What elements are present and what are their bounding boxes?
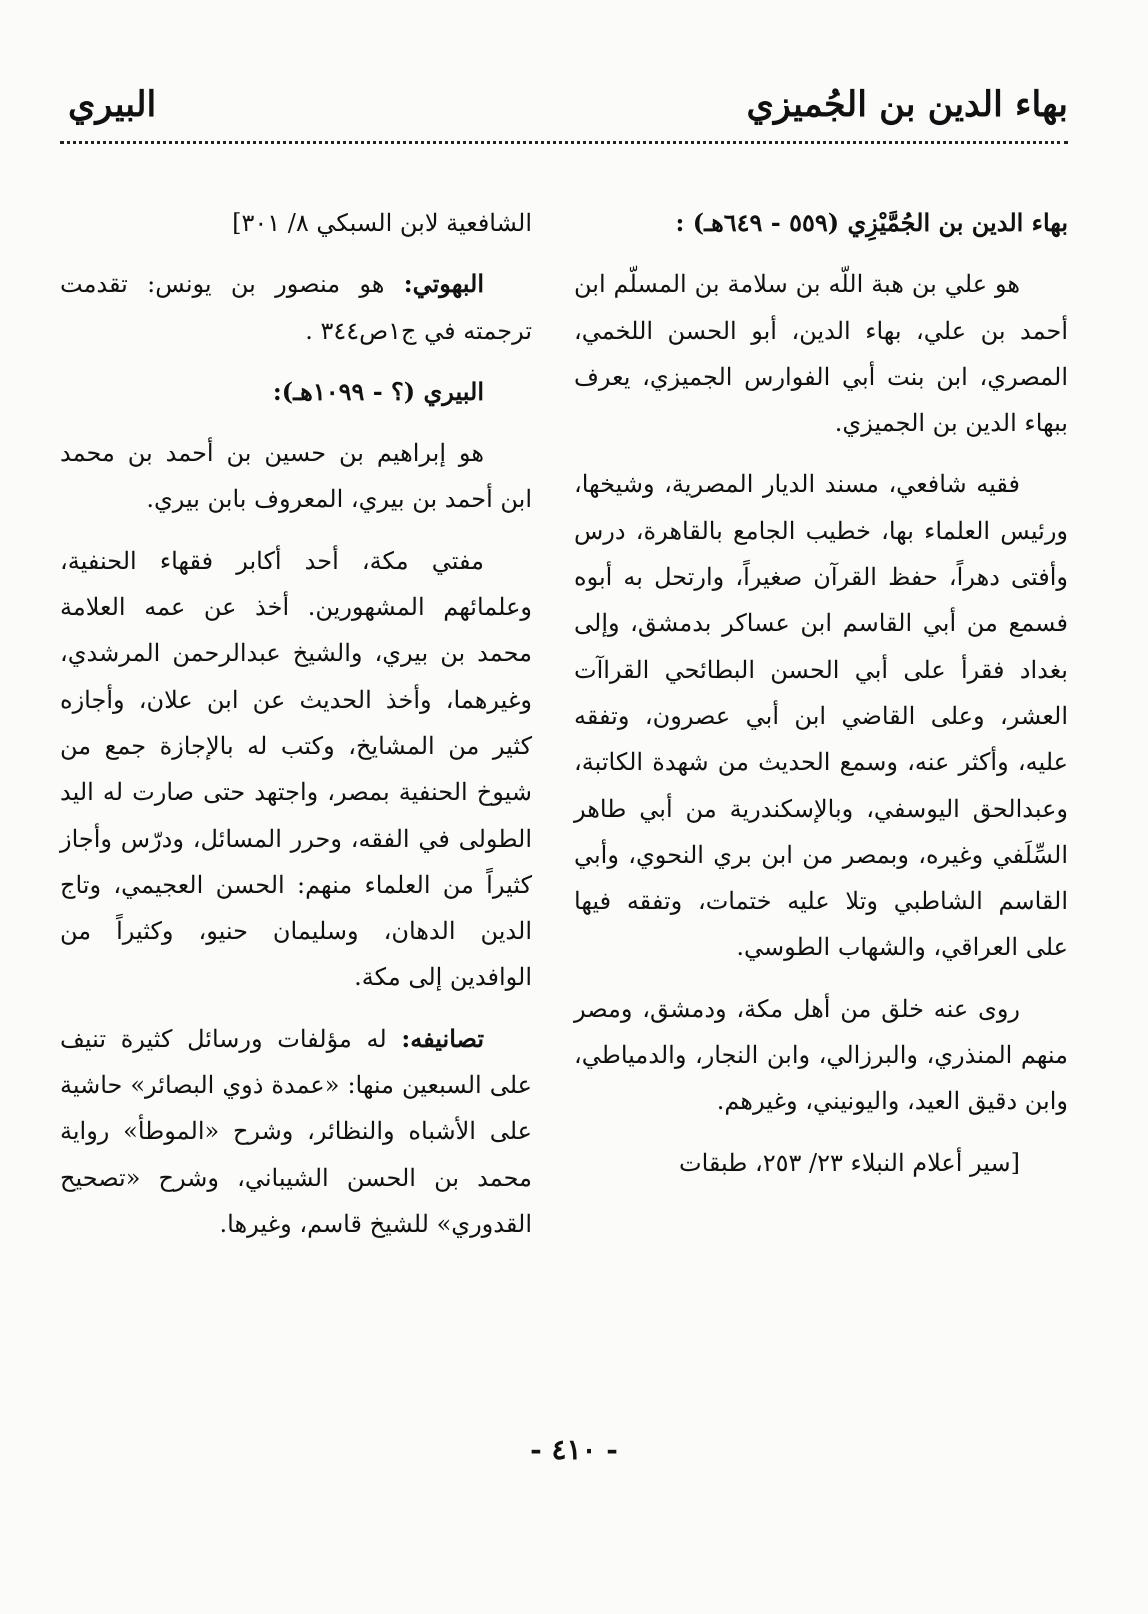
cross-reference-text: هو منصور بن يونس: تقدمت ترجمته في ج١ص٣٤٤ .: [60, 270, 532, 345]
paragraph: هو علي بن هبة اللّه بن سلامة بن المسلّم ابن أحمد بن علي، بهاء الدين، أبو الحسن اللخمي، المصري، ابن بنت أبي الفوارس الجميزي، يعرف ببهاء الدين بن الجميزي.: [574, 270, 1068, 438]
sources-reference: [سير أعلام النبلاء ٢٣/ ٢٥٣، طبقات: [678, 1148, 1020, 1177]
paragraph: مفتي مكة، أحد أكابر فقهاء الحنفية، وعلمائهم المشهورين. أخذ عن عمه العلامة محمد بن بيري، والشيخ عبدالرحمن المرشدي، وغيرهما، وأخذ الحديث عن ابن علان، وأجازه كثير من المشايخ، وكتب له بالإجازة جمع من شيوخ الحنفية بمصر، واجتهد حتى صارت له اليد الطولى في الفقه، وحرر المسائل، ودرّس وأجاز كثيراً من العلماء منهم: الحسن العجيمي، وتاج الدين الدهان، وسليمان حنيو، وكثيراً من الوافدين إلى مكة.: [60, 546, 532, 992]
header-dotted-rule: [60, 141, 1068, 144]
entry-name-buhuti: البهوتي:: [403, 269, 484, 299]
entry-title-ibn-jummayzi: بهاء الدين بن الجُمَّيْزِي (٥٥٩ - ٦٤٩هـ) :: [675, 208, 1068, 237]
entry-title-biri: البيري (؟ - ١٠٩٩هـ):: [272, 376, 484, 406]
works-paragraph: [60, 1016, 532, 1247]
cross-reference-entry: [60, 261, 532, 354]
sources-reference-continued: الشافعية لابن السبكي ٨/ ٣٠١]: [232, 209, 532, 237]
paragraph: روى عنه خلق من أهل مكة، ودمشق، ومصر منهم المنذري، والبرزالي، وابن النجار، والدمياطي، وابن دقيق العيد، واليونيني، وغيرهم.: [574, 994, 1068, 1116]
works-label: تصانيفه:: [401, 1023, 484, 1053]
works-text: له مؤلفات ورسائل كثيرة تنيف على السبعين منها: «عمدة ذوي البصائر» حاشية على الأشباه والنظائر، وشرح «الموطأ» رواية محمد بن الحسن الشيباني، وشرح «تصحيح القدوري» للشيخ قاسم، وغيرها.: [60, 1024, 532, 1238]
right-column: [574, 200, 1068, 1186]
running-header-left: البيري: [68, 84, 157, 125]
running-header-right: بهاء الدين بن الجُميزي: [746, 84, 1068, 125]
page-number: - ٤١٠ -: [530, 1433, 618, 1466]
paragraph: هو إبراهيم بن حسين بن أحمد بن محمد ابن أحمد بن بيري، المعروف بابن بيري.: [60, 439, 532, 514]
left-column: [60, 200, 532, 1262]
paragraph: فقيه شافعي، مسند الديار المصرية، وشيخها، ورئيس العلماء بها، خطيب الجامع بالقاهرة، درس وأفتى دهراً، حفظ القرآن صغيراً، وارتحل به أبوه فسمع من أبي القاسم ابن عساكر بدمشق، وإلى بغداد فقرأ على أبي الحسن البطائحي القراآت العشر، وعلى القاضي ابن أبي عصرون، وتفقه عليه، وأكثر عنه، وسمع الحديث من شهدة الكاتبة، وعبدالحق اليوسفي، وبالإسكندرية من أبي طاهر السِّلَفي وغيره، وبمصر من ابن بري النحوي، وأبي القاسم الشاطبي وتلا عليه ختمات، وتفقه فيها على العراقي، والشهاب الطوسي.: [574, 470, 1068, 962]
